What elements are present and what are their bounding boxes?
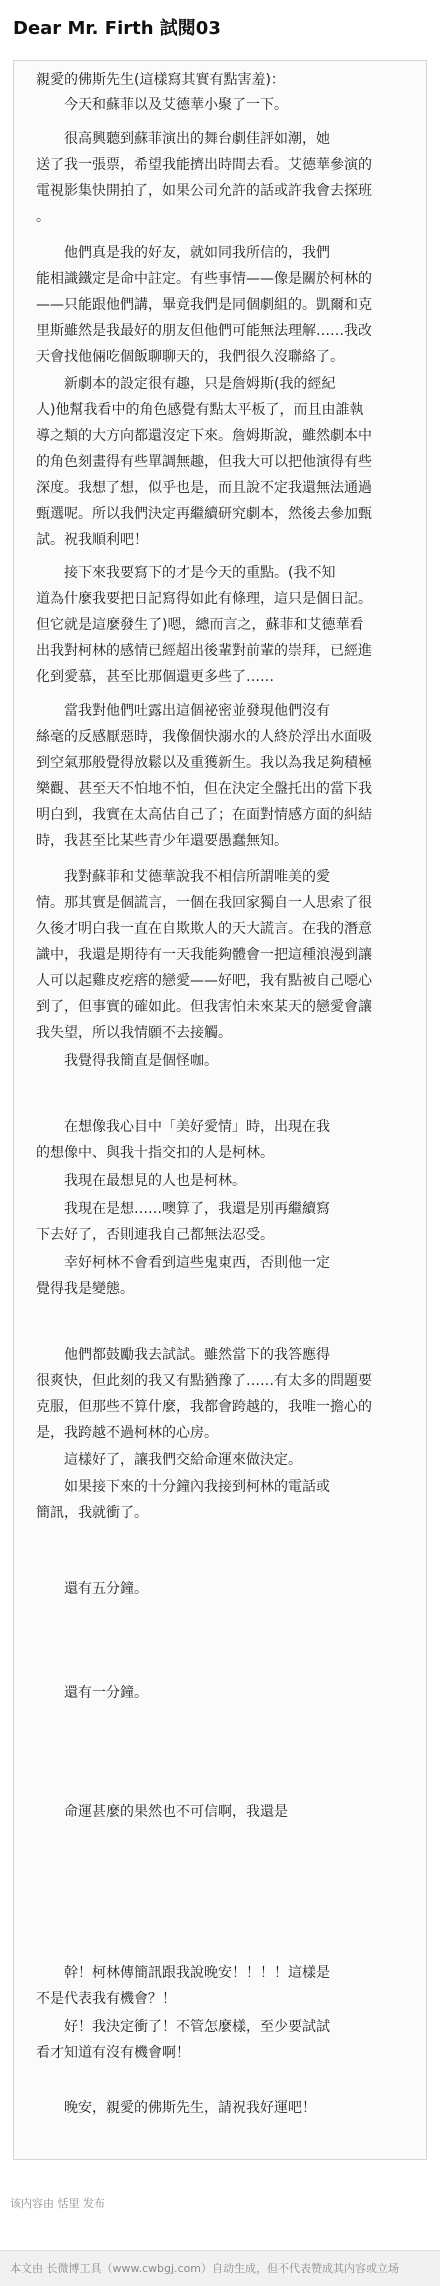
text-line: 但它就是這麼發生了)嗯，總而言之，蘇菲和艾德華看 (36, 617, 364, 633)
text-line: 。 (36, 209, 50, 225)
text-line: ——只能跟他們講，畢竟我們是同個劇組的。凱爾和克 (36, 297, 372, 313)
text-line: 克服，但那些不算什麼，我都會跨越的，我唯一擔心的 (36, 1399, 372, 1415)
text-line: 人)他幫我看中的角色感覺有點太平板了，而且由誰執 (36, 402, 364, 418)
text-line: 到空氣那般覺得放鬆以及重獲新生。我以為我足夠積極 (36, 755, 372, 771)
text-line: 是，我跨越不過柯林的心房。 (36, 1425, 218, 1441)
text-line: 好！我決定衝了！不管怎麼樣，至少要試試 (36, 2019, 330, 2035)
text-line: 出我對柯林的感情已經超出後輩對前輩的崇拜，已經進 (36, 643, 372, 659)
text-line: 如果接下來的十分鐘內我接到柯林的電話或 (36, 1479, 330, 1495)
text-line: 覺得我是變態。 (36, 1281, 134, 1297)
text-line: 不是代表我有機會？！ (36, 1991, 176, 2007)
text-line: 我覺得我簡直是個怪咖。 (36, 1053, 218, 1069)
text-line: 我現在最想見的人也是柯林。 (36, 1173, 246, 1189)
text-line: 電視影集快開拍了，如果公司允許的話或許我會去探班 (36, 183, 372, 199)
text-line: 識中，我還是期待有一天我能夠體會一把這種浪漫到讓 (36, 947, 372, 963)
text-line: 時，我甚至比某些青少年還要愚蠢無知。 (36, 833, 288, 849)
footer-bar (0, 2250, 440, 2286)
text-line: 還有五分鐘。 (36, 1581, 148, 1597)
text-line: 深度。我想了想，似乎也是，而且說不定我還無法通過 (36, 480, 372, 496)
author-meta: 该内容由 恬里 发布 (10, 2197, 105, 2210)
text-line: 甄選呢。所以我們決定再繼續研究劇本，然後去參加甄 (36, 506, 372, 522)
text-line: 他們都鼓勵我去試試。雖然當下的我答應得 (36, 1347, 330, 1363)
text-line: 絲毫的反感厭惡時，我像個快溺水的人終於浮出水面吸 (36, 729, 372, 745)
text-line: 新劇本的設定很有趣，只是詹姆斯(我的經紀 (36, 376, 336, 392)
text-line: 我對蘇菲和艾德華說我不相信所謂唯美的愛 (36, 869, 330, 885)
text-line: 簡訊，我就衝了。 (36, 1505, 148, 1521)
text-line: 天會找他倆吃個飯聊聊天的，我們很久沒聯絡了。 (36, 349, 344, 365)
text-line: 在想像我心目中「美好愛情」時，出現在我 (36, 1119, 330, 1135)
text-line: 送了我一張票，希望我能擠出時間去看。艾德華參演的 (36, 157, 372, 173)
title-bar (0, 0, 440, 58)
text-line: 情。那其實是個謊言，一個在我回家獨自一人思索了很 (36, 895, 372, 911)
text-line: 明白到，我實在太高估自己了；在面對情感方面的糾結 (36, 807, 372, 823)
text-line: 化到愛慕，甚至比那個還更多些了…… (36, 669, 274, 685)
text-line: 的角色刻畫得有些單調無趣，但我大可以把他演得有些 (36, 454, 372, 470)
text-line: 今天和蘇菲以及艾德華小聚了一下。 (36, 97, 288, 113)
text-line: 到了，但事實的確如此。但我害怕未來某天的戀愛會讓 (36, 999, 372, 1015)
text-line: 我現在是想……噢算了，我還是別再繼續寫 (36, 1201, 330, 1217)
text-line: 親愛的佛斯先生(這樣寫其實有點害羞)： (36, 72, 285, 88)
text-line: 看才知道有沒有機會啊！ (36, 2045, 190, 2061)
text-line: 里斯雖然是我最好的朋友但他們可能無法理解……我改 (36, 323, 372, 339)
text-line: 幹！柯林傳簡訊跟我說晚安！！！！這樣是 (36, 1965, 330, 1981)
text-line: 晚安，親愛的佛斯先生，請祝我好運吧！ (36, 2100, 316, 2116)
text-line: 當我對他們吐露出這個祕密並發現他們沒有 (36, 703, 330, 719)
text-line: 導之類的大方向都還沒定下來。詹姆斯說，雖然劇本中 (36, 428, 372, 444)
footer-credit: 本文由 长微博工具（www.cwbgj.com）自动生成，但不代表赞成其内容或立场 (10, 2262, 400, 2275)
text-line: 接下來我要寫下的才是今天的重點。(我不知 (36, 565, 336, 581)
text-line: 道為什麼我要把日記寫得如此有條理，這只是個日記。 (36, 591, 372, 607)
text-line: 試。祝我順利吧！ (36, 532, 148, 548)
text-line: 他們真是我的好友，就如同我所信的，我們 (36, 245, 330, 261)
text-line: 的想像中、與我十指交扣的人是柯林。 (36, 1145, 274, 1161)
text-line: 很爽快，但此刻的我又有點猶豫了……有太多的問題要 (36, 1373, 372, 1389)
text-line: 幸好柯林不會看到這些鬼東西，否則他一定 (36, 1255, 330, 1271)
text-line: 樂觀、甚至天不怕地不怕，但在決定全盤托出的當下我 (36, 781, 372, 797)
text-line: 人可以起雞皮疙瘩的戀愛——好吧，我有點被自己噁心 (36, 973, 372, 989)
page-title: Dear Mr. Firth 試閱03 (13, 18, 221, 39)
text-line: 命運甚麼的果然也不可信啊，我還是 (36, 1804, 288, 1820)
text-line: 能相識鐵定是命中註定。有些事情——像是關於柯林的 (36, 271, 372, 287)
text-line: 還有一分鐘。 (36, 1685, 148, 1701)
text-line: 久後才明白我一直在自欺欺人的天大謊言。在我的潛意 (36, 921, 372, 937)
text-line: 下去好了，否則連我自己都無法忍受。 (36, 1227, 274, 1243)
text-line: 很高興聽到蘇菲演出的舞台劇佳評如潮，她 (36, 131, 330, 147)
text-line: 這樣好了，讓我們交給命運來做決定。 (36, 1452, 302, 1468)
text-line: 我失望，所以我情願不去接觸。 (36, 1025, 232, 1041)
letter-body (13, 60, 427, 2160)
